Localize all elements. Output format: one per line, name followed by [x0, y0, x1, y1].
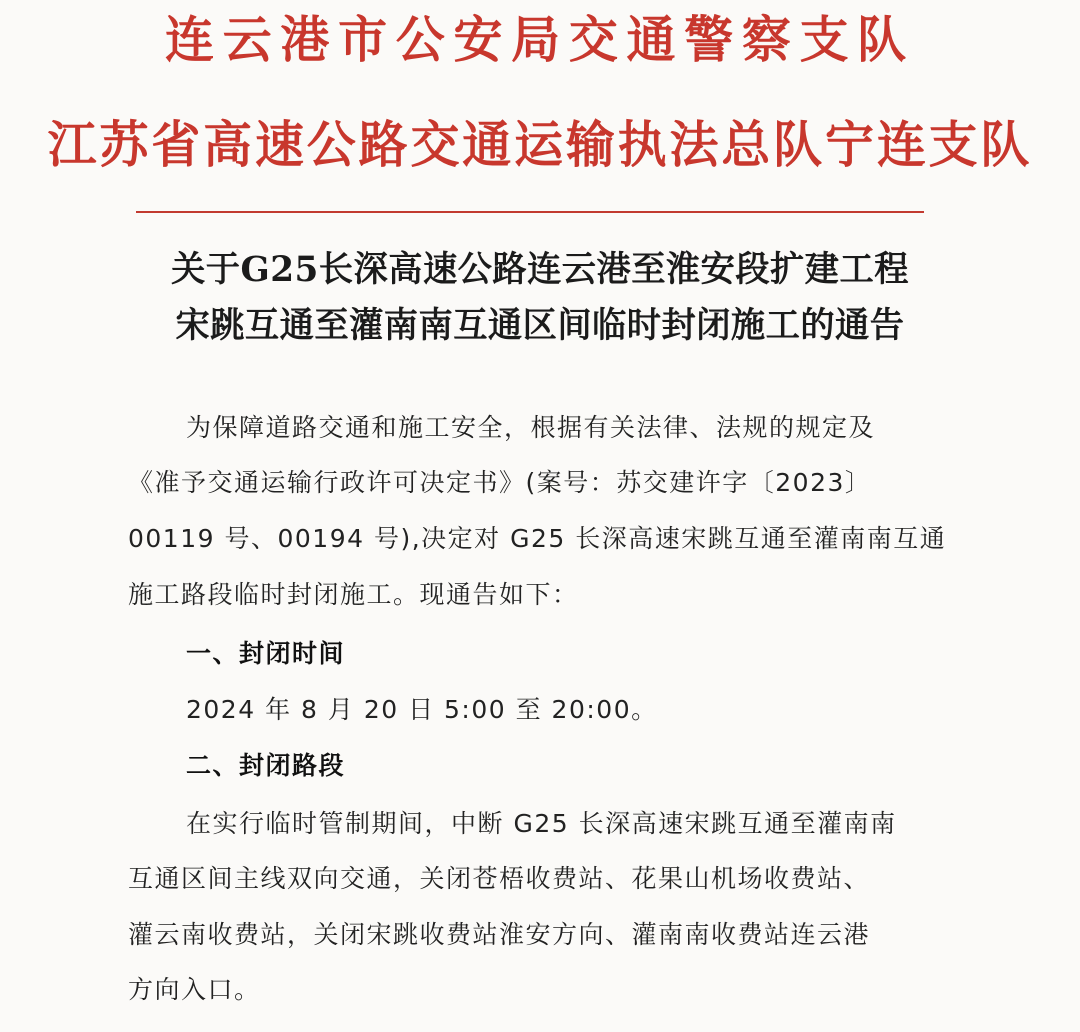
closure-section-line: 方向入口。: [128, 975, 261, 1004]
intro-paragraph-line: 00119 号、00194 号),决定对 G25 长深高速宋跳互通至灌南南互通: [128, 524, 947, 553]
issuer-header-police: 连云港市公安局交通警察支队: [165, 11, 915, 69]
intro-paragraph-line: 《准予交通运输行政许可决定书》(案号：苏交建许字〔2023〕: [128, 468, 872, 497]
closure-time-content: 2024 年 8 月 20 日 5:00 至 20:00。: [186, 695, 658, 724]
intro-paragraph-line: 施工路段临时封闭施工。现通告如下：: [128, 580, 579, 609]
red-divider-line: [136, 211, 924, 213]
closure-section-line: 互通区间主线双向交通，关闭苍梧收费站、花果山机场收费站、: [128, 864, 871, 893]
intro-paragraph-line: 为保障道路交通和施工安全，根据有关法律、法规的规定及: [186, 413, 876, 442]
notice-title-line-2: 宋跳互通至灌南南互通区间临时封闭施工的通告: [175, 305, 905, 346]
section-heading-closure-section: 二、封闭路段: [186, 751, 346, 780]
closure-section-line: 灌云南收费站，关闭宋跳收费站淮安方向、灌南南收费站连云港: [128, 920, 871, 949]
notice-title-line-1: 关于G25长深高速公路连云港至淮安段扩建工程: [171, 249, 909, 290]
section-heading-closure-time: 一、封闭时间: [186, 639, 346, 668]
issuer-header-highway-enforcement: 江苏省高速公路交通运输执法总队宁连支队: [47, 116, 1033, 174]
closure-section-line: 在实行临时管制期间，中断 G25 长深高速宋跳互通至灌南南: [186, 809, 897, 838]
